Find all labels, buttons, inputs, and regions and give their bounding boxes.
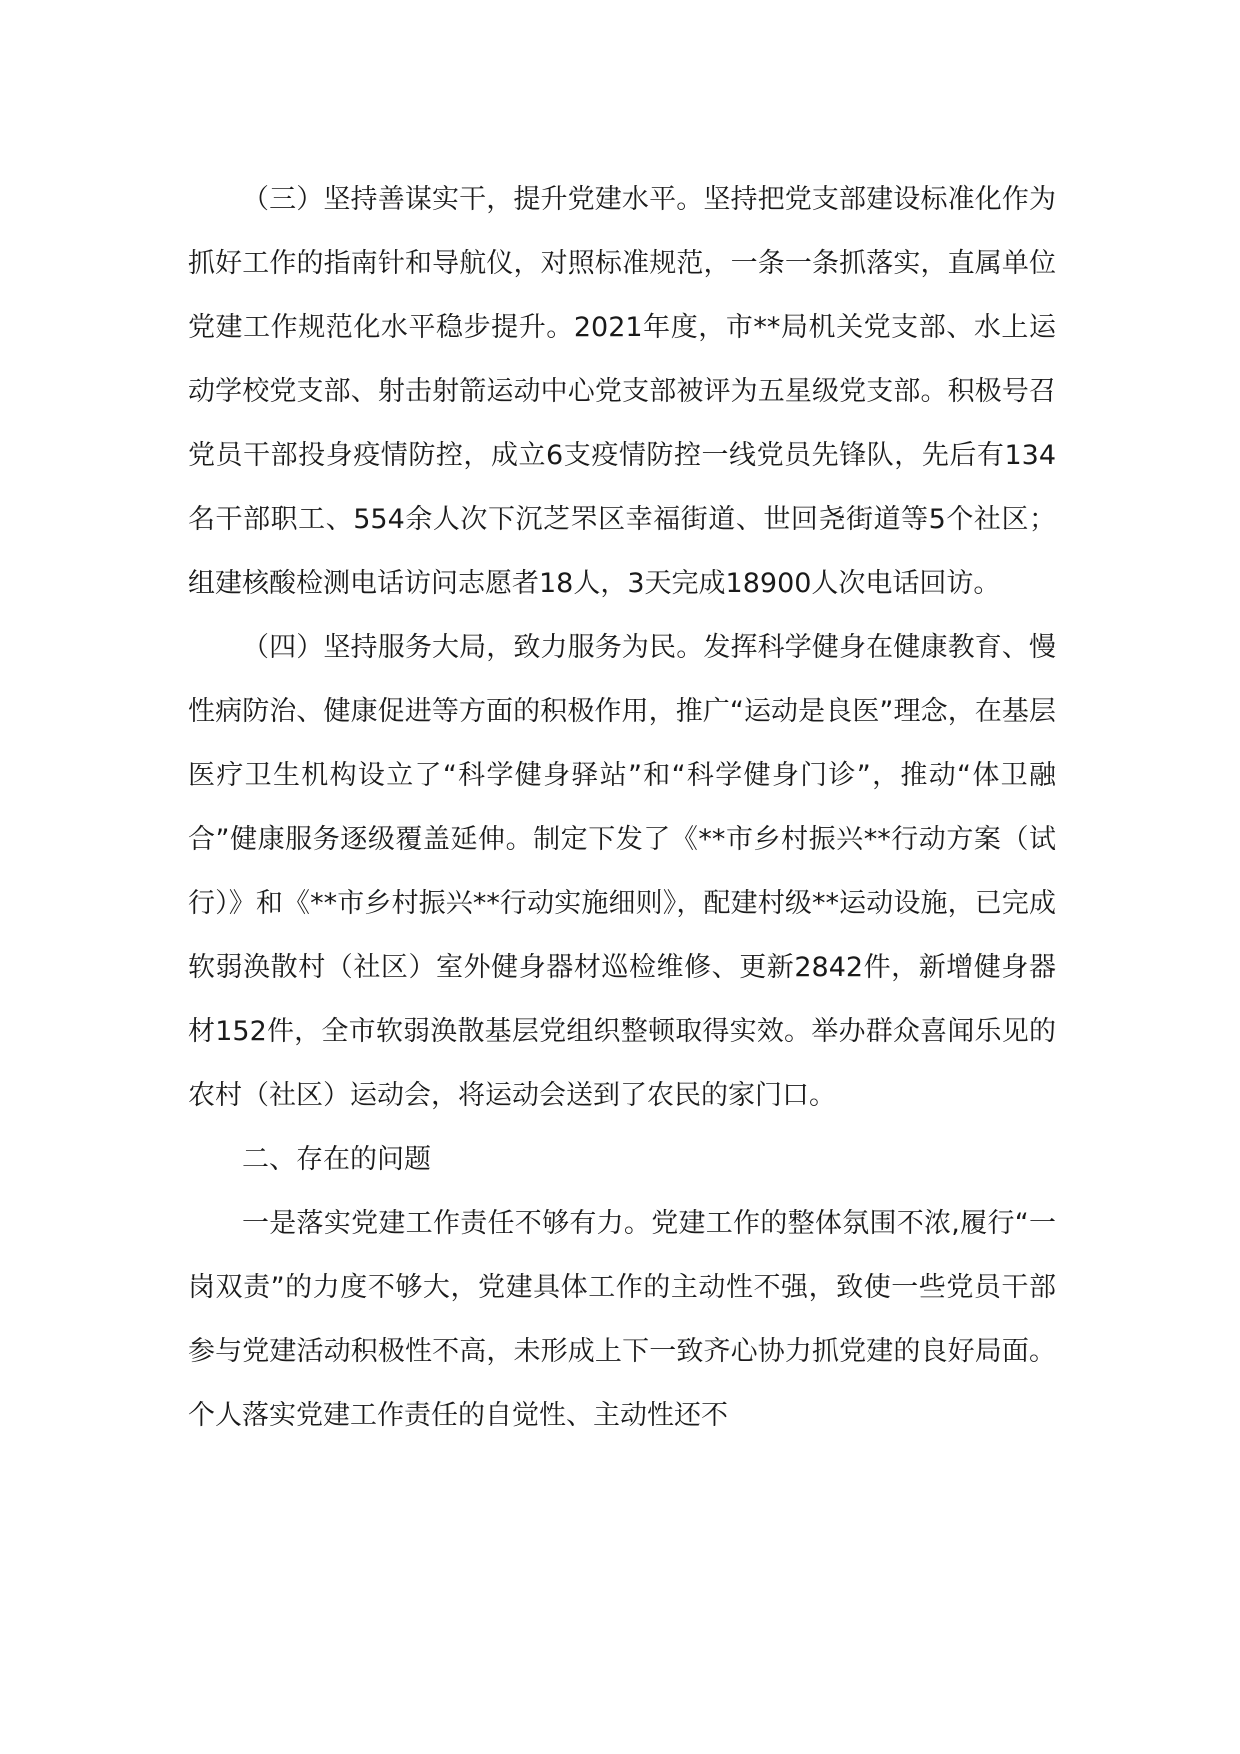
- document-body: [188, 168, 1056, 1448]
- paragraph-section-3: （三）坚持善谋实干，提升党建水平。坚持把党支部建设标准化作为抓好工作的指南针和导航仪，对照标准规范，一条一条抓落实，直属单位党建工作规范化水平稳步提升。2021年度，市**局机关党支部、水上运动学校党支部、射击射箭运动中心党支部被评为五星级党支部。积极号召党员干部投身疫情防控，成立6支疫情防控一线党员先锋队，先后有134名干部职工、554余人次下沉芝罘区幸福街道、世回尧街道等5个社区；组建核酸检测电话访问志愿者18人，3天完成18900人次电话回访。: [188, 184, 1056, 599]
- paragraph-problem-1: 一是落实党建工作责任不够有力。党建工作的整体氛围不浓,履行“一岗双责”的力度不够大，党建具体工作的主动性不强，致使一些党员干部参与党建活动积极性不高，未形成上下一致齐心协力抓党建的良好局面。个人落实党建工作责任的自觉性、主动性还不: [188, 1208, 1056, 1431]
- section-heading-problems: 二、存在的问题: [242, 1144, 431, 1175]
- paragraph-section-4: （四）坚持服务大局，致力服务为民。发挥科学健身在健康教育、慢性病防治、健康促进等方面的积极作用，推广“运动是良医”理念，在基层医疗卫生机构设立了“科学健身驿站”和“科学健身门诊”，推动“体卫融合”健康服务逐级覆盖延伸。制定下发了《**市乡村振兴**行动方案（试行）》和《**市乡村振兴**行动实施细则》，配建村级**运动设施，已完成软弱涣散村（社区）室外健身器材巡检维修、更新2842件，新增健身器材152件，全市软弱涣散基层党组织整顿取得实效。举办群众喜闻乐见的农村（社区）运动会，将运动会送到了农民的家门口。: [188, 632, 1056, 1111]
